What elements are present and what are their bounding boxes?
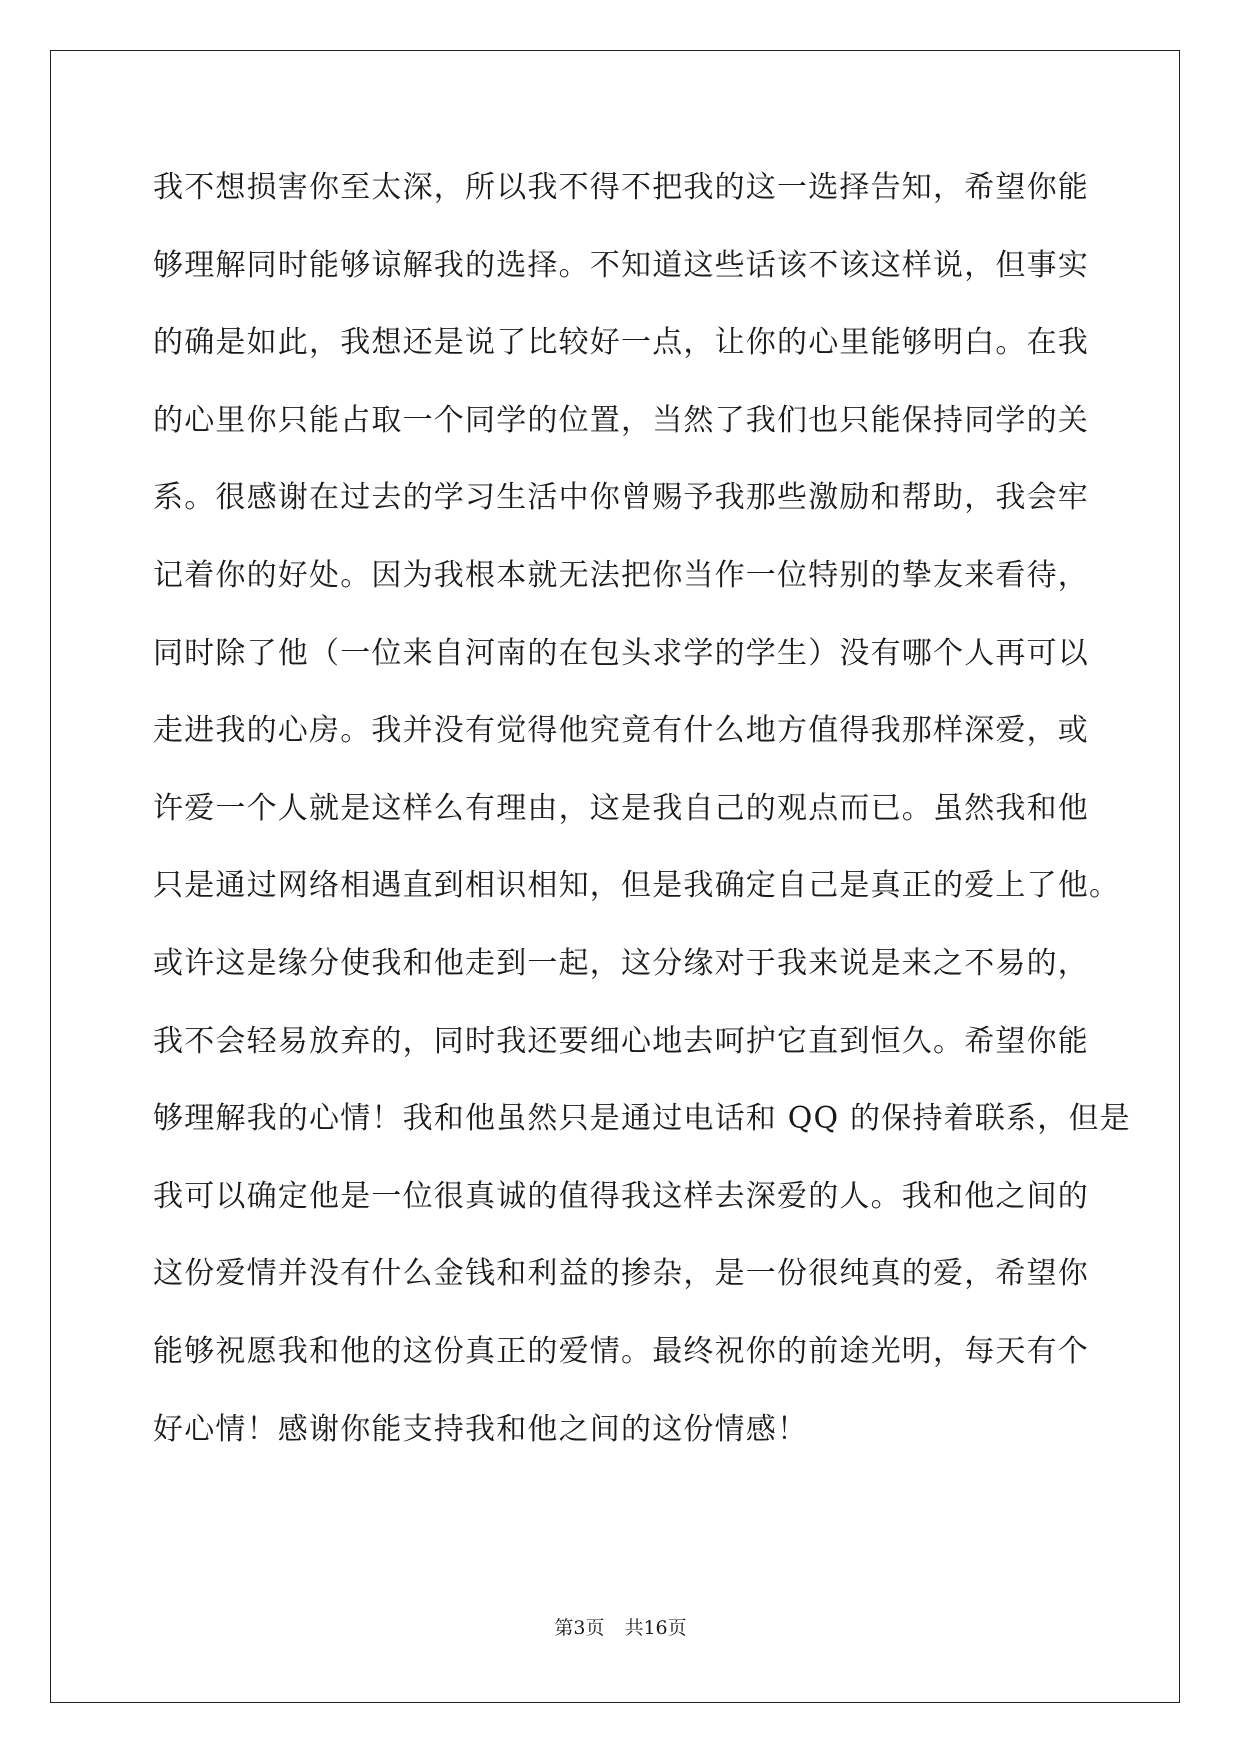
text-line: 走进我的心房。我并没有觉得他究竟有什么地方值得我那样深爱，或 xyxy=(153,713,1089,749)
body-text xyxy=(153,164,1131,1483)
text-line: 记着你的好处。因为我根本就无法把你当作一位特别的挚友来看待， xyxy=(153,557,1089,593)
text-line: 同时除了他（一位来自河南的在包头求学的学生）没有哪个人再可以 xyxy=(153,635,1089,671)
text-line: 能够祝愿我和他的这份真正的爱情。最终祝你的前途光明，每天有个 xyxy=(153,1333,1089,1369)
text-line: 好心情！感谢你能支持我和他之间的这份情感！ xyxy=(153,1411,809,1447)
page-number-current: 第3页 xyxy=(554,1617,605,1639)
text-line: 只是通过网络相遇直到相识相知，但是我确定自己是真正的爱上了他。 xyxy=(153,868,1121,904)
text-line: 这份爱情并没有什么金钱和利益的掺杂，是一份很纯真的爱，希望你 xyxy=(153,1256,1089,1292)
text-line: 够理解我的心情！我和他虽然只是通过电话和 QQ 的保持着联系，但是 xyxy=(153,1101,1131,1137)
page-footer xyxy=(0,1616,1241,1640)
text-line: 或许这是缘分使我和他走到一起，这分缘对于我来说是来之不易的， xyxy=(153,945,1089,981)
text-line: 我不想损害你至太深，所以我不得不把我的这一选择告知，希望你能 xyxy=(153,170,1089,205)
text-line: 我不会轻易放弃的，同时我还要细心地去呵护它直到恒久。希望你能 xyxy=(153,1023,1089,1059)
page-number-total: 共16页 xyxy=(624,1617,687,1639)
text-line: 的确是如此，我想还是说了比较好一点，让你的心里能够明白。在我 xyxy=(153,325,1089,361)
text-line: 我可以确定他是一位很真诚的值得我这样去深爱的人。我和他之间的 xyxy=(153,1178,1089,1214)
text-line: 够理解同时能够谅解我的选择。不知道这些话该不该这样说，但事实 xyxy=(153,247,1089,283)
text-line: 系。很感谢在过去的学习生活中你曾赐予我那些激励和帮助，我会牢 xyxy=(153,480,1089,516)
text-line: 的心里你只能占取一个同学的位置，当然了我们也只能保持同学的关 xyxy=(153,402,1089,438)
text-line: 许爱一个人就是这样么有理由，这是我自己的观点而已。虽然我和他 xyxy=(153,790,1089,826)
